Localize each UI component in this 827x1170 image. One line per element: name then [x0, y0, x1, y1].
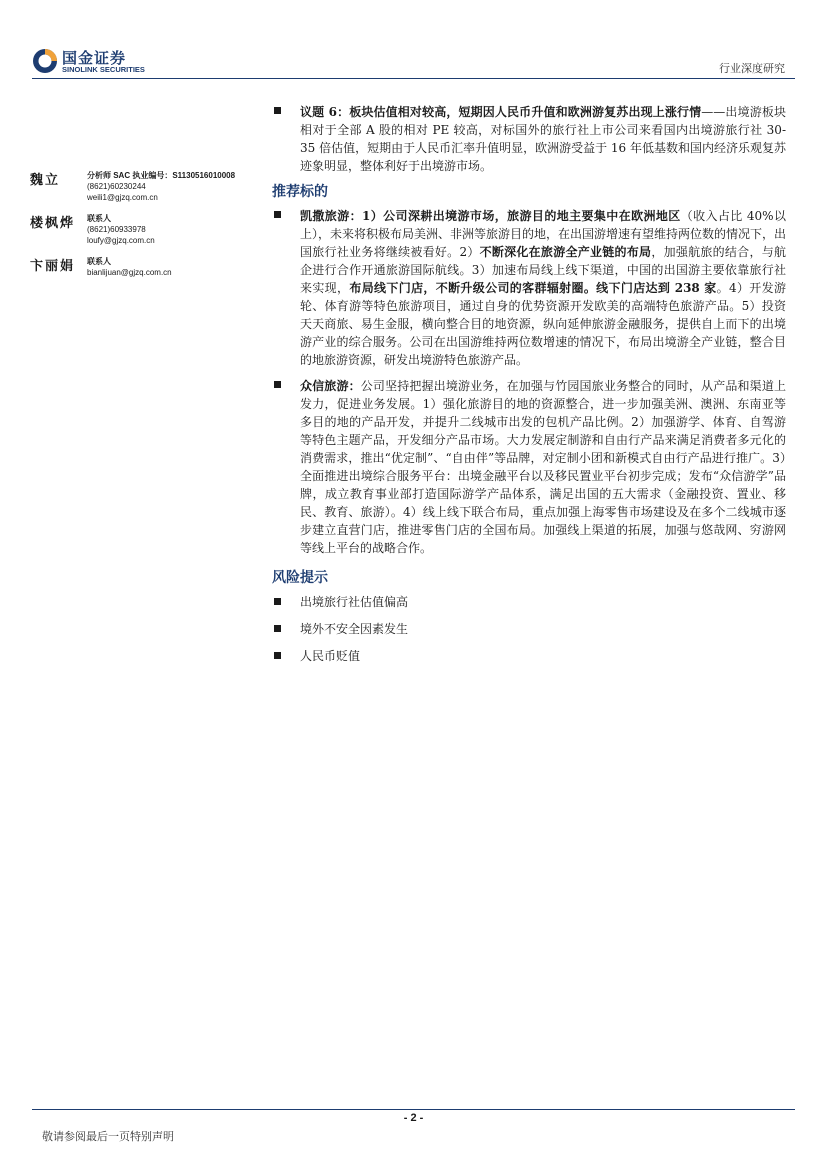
square-bullet-icon: [274, 107, 281, 114]
kaisa-point-3: 布局线下门店，不断升级公司的客群辐射圈。线下门店达到 238 家: [349, 281, 717, 295]
analyst-role: 联系人: [87, 257, 111, 266]
kaisa-point-1: 1）公司深耕出境游市场，旅游目的地主要集中在欧洲地区: [362, 209, 681, 223]
kaisa-text-2: ，加强航旅的结合，与航企进行合作开通旅游国际航线。3）加速布局线上线下渠道，中国的出国游主要依靠旅行社来实现，: [300, 245, 786, 295]
analyst-role: 分析师 SAC 执业编号：S1130516010008: [87, 171, 236, 180]
analyst-card: [30, 256, 260, 286]
kaisa-text-1: （收入占比 40%以上），未来将积极布局美洲、非洲等旅游目的地，在出国游增速有望维持两位数的情况下，出国旅行社业务将继续被看好。2）: [300, 209, 787, 259]
risk-item-text: 人民币贬值: [300, 649, 361, 663]
square-bullet-icon: [274, 652, 281, 659]
analyst-phone: (8621)60230244: [87, 182, 146, 191]
zhongxin-label: 众信旅游：: [300, 379, 361, 393]
analyst-card: [30, 170, 260, 203]
risk-item-text: 境外不安全因素发生: [300, 622, 409, 636]
kaisa-point-2: 不断深化在旅游全产业链的布局: [479, 245, 652, 259]
risk-item-text: 出境旅行社估值偏高: [300, 595, 409, 609]
analyst-role: 联系人: [87, 214, 111, 223]
risk-item: [274, 647, 786, 665]
topic-6-title: 议题 6：板块估值相对较高，短期因人民币升值和欧洲游复苏出现上涨行情: [300, 105, 702, 119]
analyst-name: 楼枫烨: [30, 216, 76, 231]
risk-item: [274, 620, 786, 638]
sinolink-logo-icon: [32, 48, 58, 74]
header-divider: [32, 78, 795, 79]
analyst-email[interactable]: weili1@gjzq.com.cn: [87, 193, 158, 202]
logo-english-name: SINOLINK SECURITIES: [62, 65, 145, 74]
square-bullet-icon: [274, 625, 281, 632]
zhongxin-travel-block: [274, 377, 786, 557]
analyst-email[interactable]: bianlijuan@gjzq.com.cn: [87, 268, 172, 277]
page-number: - 2 -: [403, 1112, 424, 1124]
risk-section-title: 风险提示: [272, 570, 328, 586]
analyst-sidebar: [30, 170, 260, 296]
company-logo: [32, 46, 162, 78]
analyst-card: [30, 213, 260, 246]
square-bullet-icon: [274, 211, 281, 218]
analyst-phone: (8621)60933978: [87, 225, 146, 234]
zhongxin-text: 公司坚持把握出境游业务，在加强与竹园国旅业务整合的同时，从产品和渠道上发力，促进业务发展。1）强化旅游目的地的资源整合，进一步加强美洲、澳洲、东南亚等多目的地的产品开发，并提升二线城市出发的包机产品比例。2）加强游学、体育、自驾游等特色主题产品，开发细分产品市场。大力发展定制游和自由行产品来满足消费者多元化的消费需求，推出“优定制”、“自由伴”等品牌，对定制小团和新模式自由行产品进行推广。3）全面推进出境综合服务平台：出境金融平台以及移民置业平台初步完成；发布“众信游学”品牌，成立教育事业部打造国际游学产品体系，满足出国的五大需求（金融投资、置业、移民、教育、旅游）。4）线上线下联合布局，重点加强上海零售市场建设及在多个二线城市逐步建立直营门店，推进零售门店的全国布局。加强线上渠道的拓展，加强与悠哉网、穷游网等线上平台的战略合作。: [300, 379, 786, 555]
kaisa-text-3: 。4）开发游轮、体育游等特色旅游项目，通过自身的优势资源开发欧美的高端特色旅游产品。5）投资天天商旅、易生金服，横向整合目的地资源，纵向延伸旅游金融服务，提供自上而下的出境游产业的综合服务。公司在出国游维持两位数增速的情况下，布局出境游全产业链，整合目的地旅游资源，研发出境游特色旅游产品。: [300, 281, 786, 367]
topic-6-body: ——出境游板块相对于全部 A 股的相对 PE 较高，对标国外的旅行社上市公司来看国内出境游旅行社 30-35 倍估值，短期由于人民币汇率升值明显，欧洲游受益于 16 年低基数和国内经济乐观复苏迹象明显，整体利好于出境游市场。: [300, 105, 786, 173]
risk-item: [274, 593, 786, 611]
recommend-section-title: 推荐标的: [272, 184, 328, 200]
report-type: 行业深度研究: [719, 62, 785, 75]
topic-6-block: [274, 103, 786, 175]
analyst-email[interactable]: loufy@gjzq.com.cn: [87, 236, 155, 245]
kaisa-travel-block: [274, 207, 786, 369]
logo-chinese-name: 国金证券: [62, 49, 127, 67]
analyst-name: 卞丽娟: [30, 259, 76, 274]
square-bullet-icon: [274, 598, 281, 605]
main-content: [274, 103, 786, 674]
kaisa-label: 凯撒旅游：: [300, 209, 362, 223]
footer-disclaimer: 敬请参阅最后一页特别声明: [42, 1130, 174, 1143]
analyst-name: 魏立: [30, 173, 61, 188]
footer-divider: [32, 1109, 795, 1110]
square-bullet-icon: [274, 381, 281, 388]
